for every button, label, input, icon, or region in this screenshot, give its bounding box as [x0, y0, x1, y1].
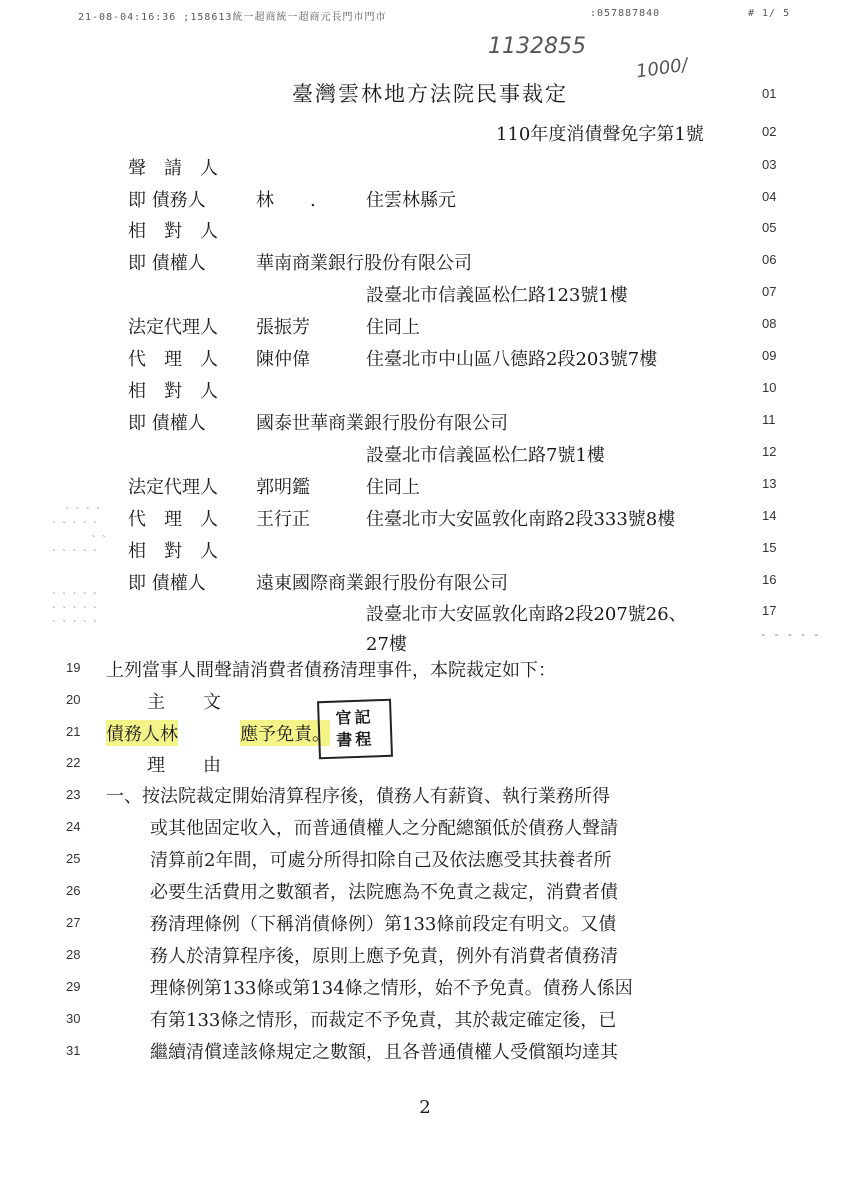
- party-role: 聲 請 人: [128, 158, 218, 179]
- body-line: 理條例第133條或第134條之情形，始不予免責。債務人係因: [150, 978, 633, 999]
- body-line: 一、按法院裁定開始清算程序後，債務人有薪資、執行業務所得: [106, 786, 610, 807]
- party-address: 住雲林縣元: [366, 190, 456, 211]
- line-number: 02: [762, 124, 777, 139]
- body-line: 上列當事人間聲請消費者債務清理事件，本院裁定如下：: [106, 660, 556, 681]
- party-name: 遠東國際商業銀行股份有限公司: [256, 573, 508, 594]
- body-line: 有第133條之情形，而裁定不予免責，其於裁定確定後，已: [150, 1010, 617, 1031]
- body-line: 清算前2年間，可處分所得扣除自己及依法應受其扶養者所: [150, 850, 612, 871]
- seal-text-line: 書程: [336, 729, 375, 750]
- party-name: 張振芳: [256, 317, 310, 338]
- line-number: 06: [762, 252, 777, 267]
- line-number: 16: [762, 572, 777, 587]
- clerk-seal: [317, 699, 393, 760]
- line-number: 10: [762, 380, 777, 395]
- party-role: 相 對 人: [128, 381, 218, 402]
- scan-artifact: - - - - -: [760, 628, 820, 641]
- body-line: 或其他固定收入，而普通債權人之分配總額低於債務人聲請: [150, 818, 618, 839]
- party-address: 住同上: [366, 477, 420, 498]
- body-line: 務人於清算程序後，原則上應予免責，例外有消費者債務清: [150, 946, 618, 967]
- party-address: 住同上: [366, 317, 420, 338]
- party-name: 國泰世華商業銀行股份有限公司: [256, 413, 508, 434]
- party-role: 代 理 人: [128, 349, 218, 370]
- party-role: 即 債權人: [128, 253, 206, 274]
- line-number: 22: [66, 755, 81, 770]
- line-number: 12: [762, 444, 777, 459]
- party-address: 設臺北市大安區敦化南路2段207號26、: [366, 604, 687, 625]
- line-number: 11: [762, 412, 776, 427]
- party-role: 即 債權人: [128, 413, 206, 434]
- party-name: 林 .: [256, 190, 316, 211]
- line-number: 29: [66, 979, 81, 994]
- line-number: 24: [66, 819, 81, 834]
- line-number: 19: [66, 660, 81, 675]
- fax-header-page: # 1/ 5: [748, 8, 791, 19]
- party-role: 即 債務人: [128, 190, 206, 211]
- party-role: 相 對 人: [128, 221, 218, 242]
- line-number: 07: [762, 284, 777, 299]
- ruling-text-part-a: 債務人林: [106, 720, 178, 746]
- scan-artifact: ˋ ˋ ˋ ˋ ˋ ˋ ˋ ˋ ˋ ˋ ˋ ˋ ˋ ˋ ˋ ˋ: [52, 505, 106, 560]
- line-number: 05: [762, 220, 777, 235]
- handwritten-number: 1132855: [488, 34, 586, 59]
- line-number: 30: [66, 1011, 81, 1026]
- document-title: 臺灣雲林地方法院民事裁定: [292, 82, 568, 106]
- line-number: 27: [66, 915, 81, 930]
- page-number: 2: [419, 1097, 431, 1118]
- party-name: 華南商業銀行股份有限公司: [256, 253, 472, 274]
- body-line: 必要生活費用之數額者，法院應為不免責之裁定，消費者債: [150, 882, 618, 903]
- party-role: 法定代理人: [128, 477, 218, 498]
- line-number: 15: [762, 540, 777, 555]
- section-heading-main-text: 主 文: [147, 692, 231, 713]
- handwritten-note: 1000/: [634, 54, 690, 83]
- party-address: 住臺北市中山區八德路2段203號7樓: [366, 349, 658, 370]
- line-number: 04: [762, 189, 777, 204]
- line-number: 08: [762, 316, 777, 331]
- party-address: 設臺北市信義區松仁路123號1樓: [366, 285, 628, 306]
- line-number: 28: [66, 947, 81, 962]
- fax-header-left: 21-08-04:16:36 ;158613統一超商統一超商元長門市門市: [78, 12, 387, 23]
- line-number: 20: [66, 692, 81, 707]
- fax-header-number: :057887840: [590, 8, 661, 19]
- line-number: 13: [762, 476, 777, 491]
- line-number: 25: [66, 851, 81, 866]
- line-number: 21: [66, 724, 81, 739]
- line-number: 31: [66, 1043, 81, 1058]
- line-number: 14: [762, 508, 777, 523]
- party-address: 27樓: [366, 634, 407, 655]
- body-line: 繼續清償達該條規定之數額，且各普通債權人受償額均達其: [150, 1042, 618, 1063]
- party-name: 郭明鑑: [256, 477, 310, 498]
- seal-text-line: 官記: [335, 707, 374, 728]
- ruling-text-part-b: 應予免責。: [240, 720, 330, 746]
- scan-artifact: ˋ ˋ ˋ ˋ ˋ ˋ ˋ ˋ ˋ ˋ ˋ ˋ ˋ ˋ ˋ: [52, 590, 97, 631]
- body-line: 務清理條例（下稱消債條例）第133條前段定有明文。又債: [150, 914, 617, 935]
- line-number: 09: [762, 348, 777, 363]
- party-role: 即 債權人: [128, 573, 206, 594]
- party-name: 王行正: [256, 509, 310, 530]
- section-heading-reasons: 理 由: [147, 755, 231, 776]
- party-address: 住臺北市大安區敦化南路2段333號8樓: [366, 509, 676, 530]
- party-role: 法定代理人: [128, 317, 218, 338]
- line-number: 01: [762, 86, 777, 101]
- party-role: 代 理 人: [128, 509, 218, 530]
- party-name: 陳仲偉: [256, 349, 310, 370]
- line-number: 17: [762, 603, 777, 618]
- line-number: 26: [66, 883, 81, 898]
- line-number: 03: [762, 157, 777, 172]
- party-role: 相 對 人: [128, 541, 218, 562]
- line-number: 23: [66, 787, 81, 802]
- party-address: 設臺北市信義區松仁路7號1樓: [366, 445, 605, 466]
- case-number: 110年度消債聲免字第1號: [496, 124, 704, 145]
